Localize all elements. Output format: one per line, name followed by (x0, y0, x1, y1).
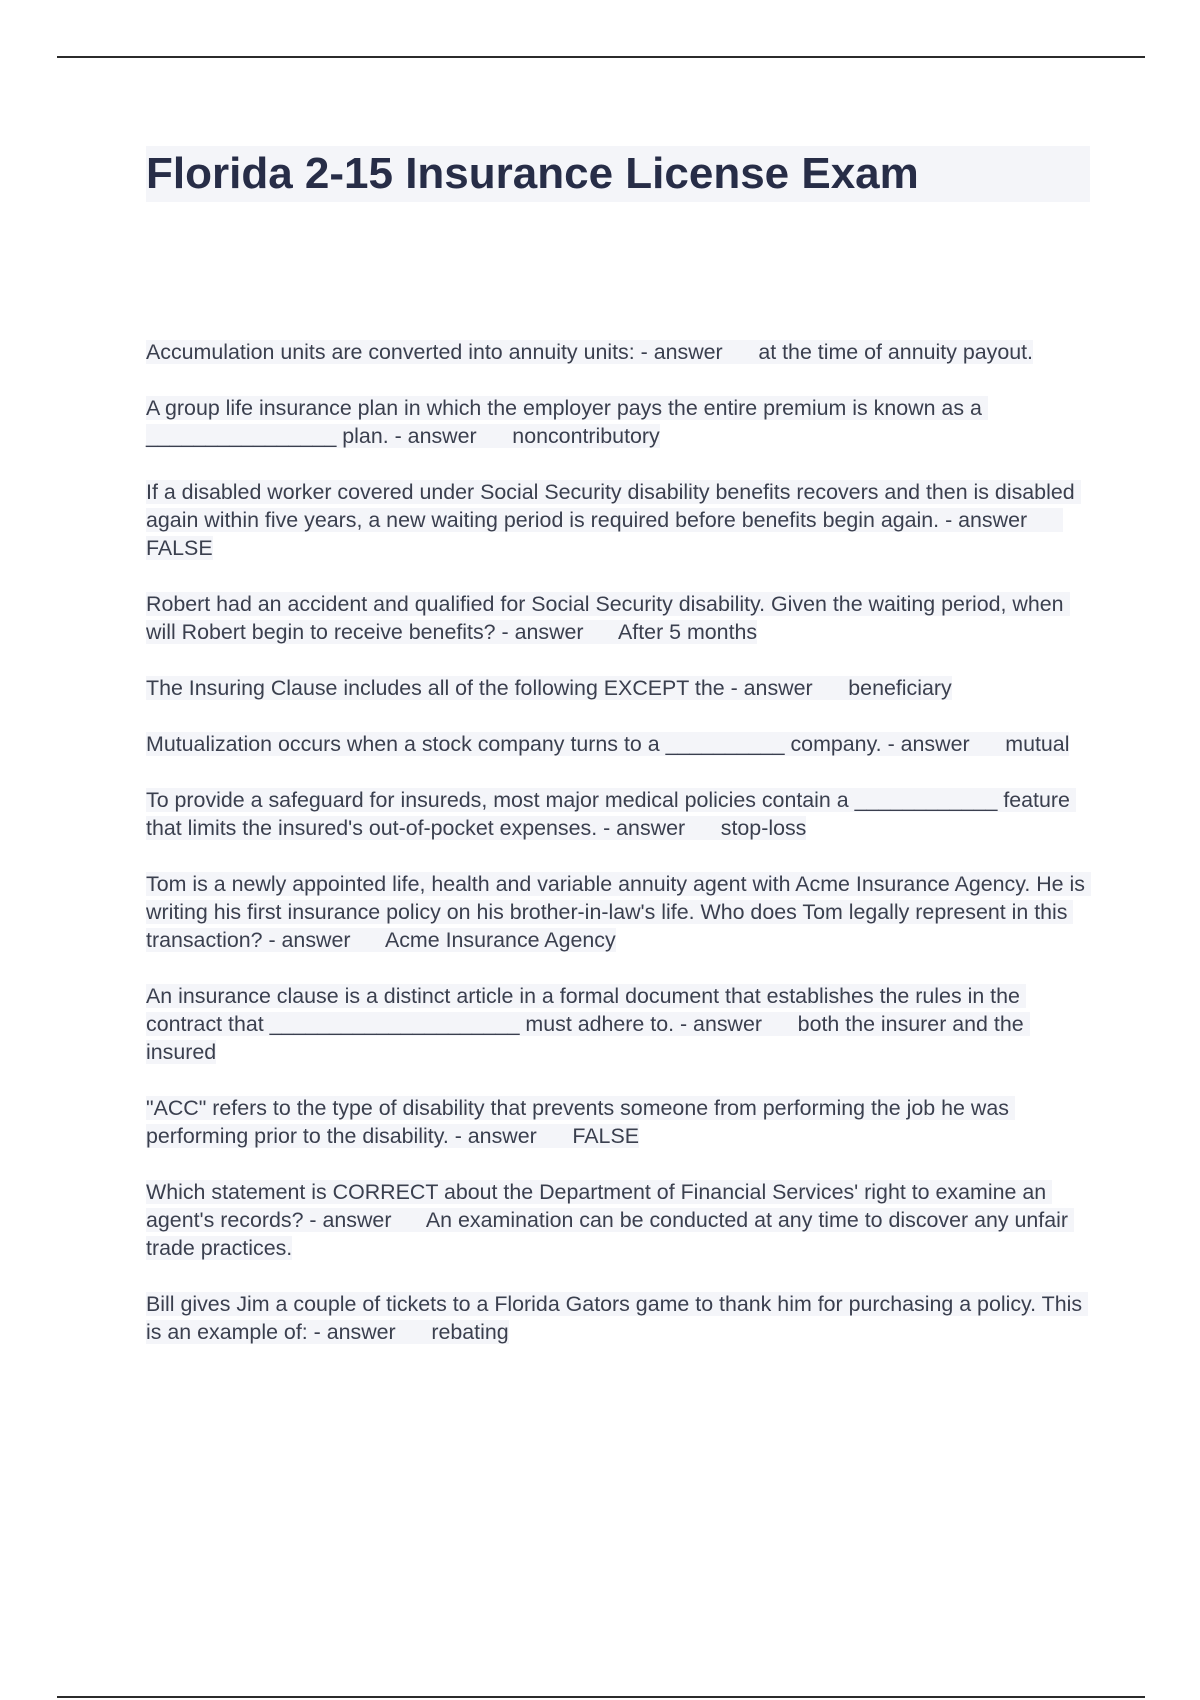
qa-text: Tom is a newly appointed life, health and variable annuity agent with Acme Insurance Agency. He is writing his first insurance policy on his brother-in-law's life. Who does Tom legally represent in this transaction? - answer Acme Insurance Agency (146, 872, 1091, 952)
qa-item (146, 786, 1086, 842)
qa-text: To provide a safeguard for insureds, most major medical policies contain a ____________ feature that limits the insured's out-of-pocket expenses. - answer stop-loss (146, 788, 1076, 840)
qa-item (146, 674, 1086, 702)
qa-text: Robert had an accident and qualified for Social Security disability. Given the waiting period, when will Robert begin to receive benefits? - answer After 5 months (146, 592, 1070, 644)
qa-item (146, 730, 1086, 758)
qa-text: "ACC" refers to the type of disability that prevents someone from performing the job he was performing prior to the disability. - answer FALSE (146, 1096, 1015, 1148)
qa-text: The Insuring Clause includes all of the following EXCEPT the - answer beneficiary (146, 676, 952, 700)
top-rule (57, 56, 1145, 58)
qa-item (146, 338, 1086, 366)
qa-item (146, 870, 1091, 954)
qa-item (146, 982, 1086, 1066)
qa-text: If a disabled worker covered under Social Security disability benefits recovers and then is disabled again within five years, a new waiting period is required before benefits begin again. - answer FALSE (146, 480, 1081, 560)
qa-text: A group life insurance plan in which the employer pays the entire premium is known as a ________________ plan. - answer noncontributory (146, 396, 988, 448)
qa-text: Mutualization occurs when a stock company turns to a __________ company. - answer mutual (146, 732, 1070, 756)
qa-item (146, 1178, 1086, 1262)
qa-item (146, 478, 1086, 562)
page-title: Florida 2-15 Insurance License Exam (146, 149, 919, 198)
qa-item (146, 1290, 1089, 1346)
bottom-rule (57, 1696, 1145, 1698)
qa-text: An insurance clause is a distinct article in a formal document that establishes the rules in the contract that _____________________ must adhere to. - answer both the insurer and the insured (146, 984, 1030, 1064)
qa-item (146, 590, 1086, 646)
qa-text: Bill gives Jim a couple of tickets to a Florida Gators game to thank him for purchasing a policy. This is an example of: - answer rebating (146, 1292, 1089, 1344)
qa-list (146, 338, 1091, 1374)
qa-item (146, 394, 1086, 450)
qa-item (146, 1094, 1086, 1150)
qa-text: Accumulation units are converted into annuity units: - answer at the time of annuity payout. (146, 340, 1034, 364)
qa-text: Which statement is CORRECT about the Department of Financial Services' right to examine an agent's records? - answer An examination can be conducted at any time to discover any unfair trade practices. (146, 1180, 1074, 1260)
